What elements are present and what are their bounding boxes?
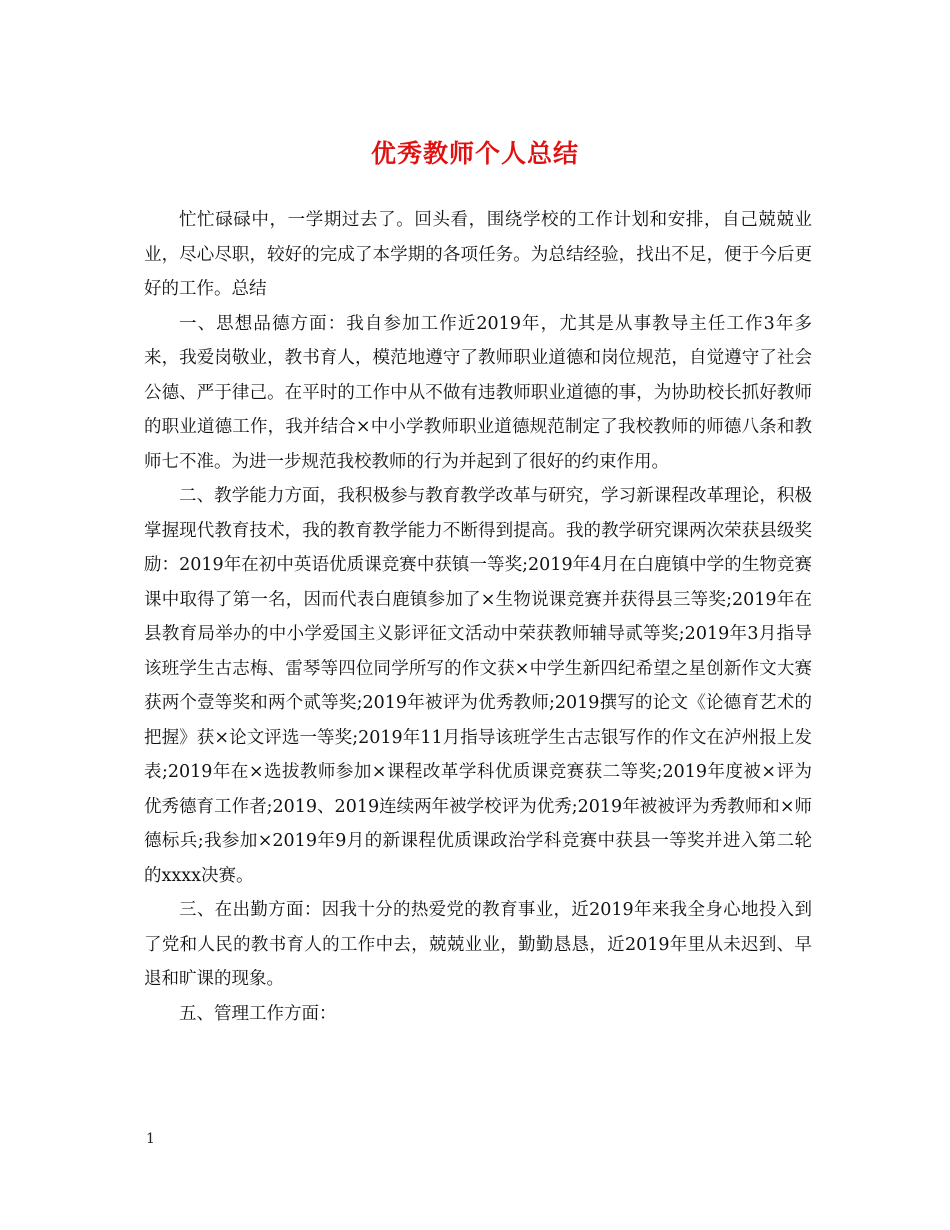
document-title: 优秀教师个人总结 [370,139,579,168]
paragraph-intro: 忙忙碌碌中，一学期过去了。回头看，围绕学校的工作计划和安排，自己兢兢业业，尽心尽职，较好的完成了本学期的各项任务。为总结经验，找出不足，便于今后更好的工作。总结 [144,210,812,299]
paragraph-teaching-ability: 二、教学能力方面，我积极参与教育教学改革与研究，学习新课程改革理论，积极掌握现代教育技术，我的教育教学能力不断得到提高。我的教学研究课两次荣获县级奖励：2019年在初中英语优质课竞赛中获镇一等奖;2019年4月在白鹿镇中学的生物竞赛课中取得了第一名，因而代表白鹿镇参加了×生物说课竞赛并获得县三等奖;2019年在县教育局举办的中小学爱国主义影评征文活动中荣获教师辅导贰等奖;2019年3月指导该班学生古志梅、雷琴等四位同学所写的作文获×中学生新四纪希望之星创新作文大赛获两个壹等奖和两个贰等奖;2019年被评为优秀教师;2019撰写的论文《论德育艺术的把握》获×论文评选一等奖;2019年11月指导该班学生古志银写作的作文在泸州报上发表;2019年在×选拔教师参加×课程改革学科优质课竞赛获二等奖;2019年度被×评为优秀德育工作者;2019、2019连续两年被学校评为优秀;2019年被被评为秀教师和×师德标兵;我参加×2019年9月的新课程优质课政治学科竞赛中获县一等奖并进入第二轮的xxxx决赛。 [144,486,812,886]
page-number: 1 [146,1131,155,1147]
document-body [144,203,812,1031]
paragraph-attendance: 三、在出勤方面：因我十分的热爱党的教育事业，近2019年来我全身心地投入到了党和人民的教书育人的工作中去，兢兢业业，勤勤恳恳，近2019年里从未迟到、早退和旷课的现象。 [144,900,812,989]
paragraph-management: 五、管理工作方面： [179,1003,337,1024]
paragraph-moral-character: 一、思想品德方面：我自参加工作近2019年，尤其是从事教导主任工作3年多来，我爱岗敬业，教书育人，模范地遵守了教师职业道德和岗位规范，自觉遵守了社会公德、严于律己。在平时的工作中从不做有违教师职业道德的事，为协助校长抓好教师的职业道德工作，我并结合×中小学教师职业道德规范制定了我校教师的师德八条和教师七不准。为进一步规范我校教师的行为并起到了很好的约束作用。 [144,313,812,472]
